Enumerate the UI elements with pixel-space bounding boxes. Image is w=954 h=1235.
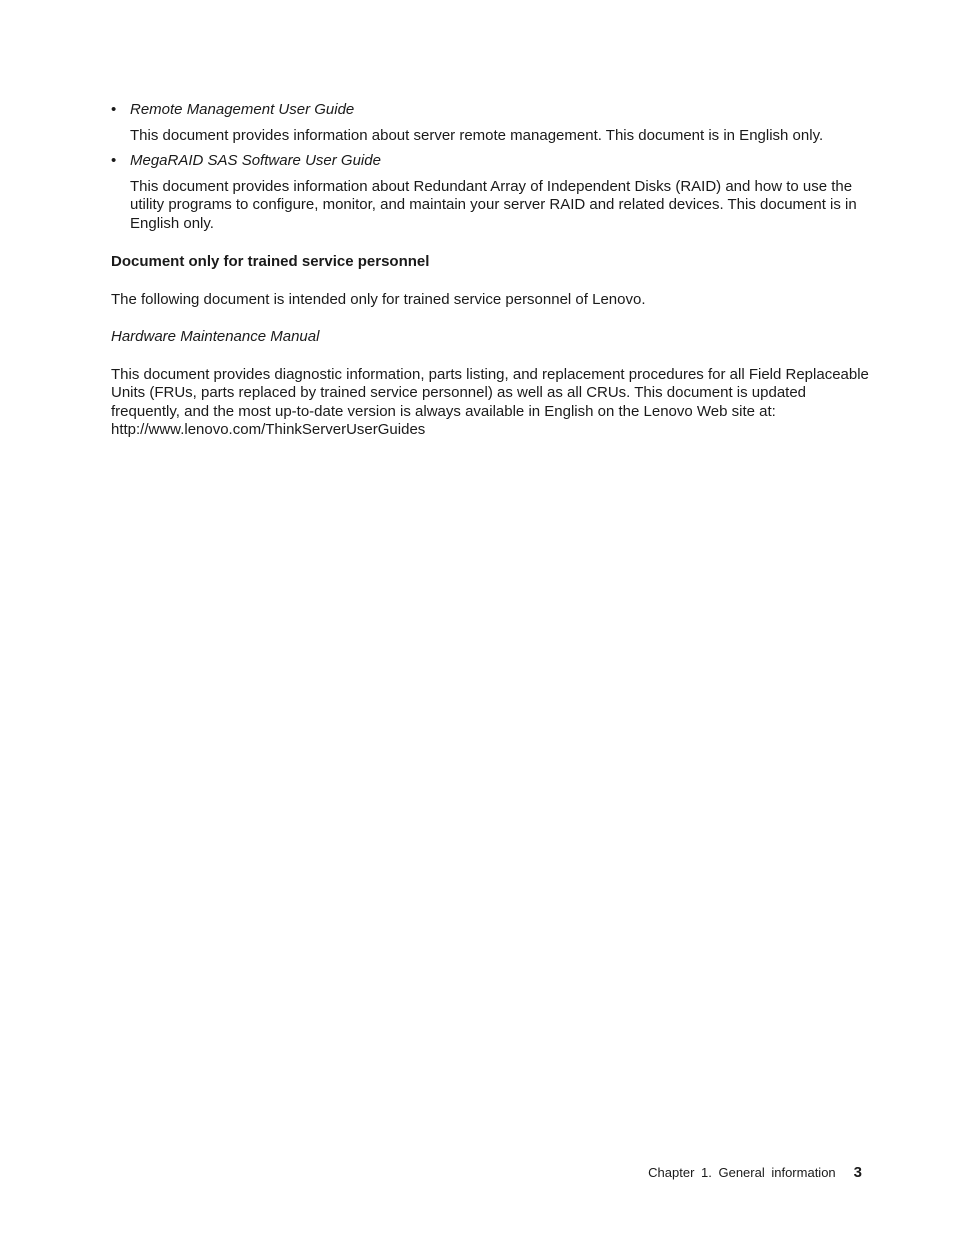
bullet-icon: • xyxy=(111,152,117,169)
list-item-megaraid-guide xyxy=(111,152,871,233)
page-number: 3 xyxy=(853,1164,862,1181)
guide-title: MegaRAID SAS Software User Guide xyxy=(130,152,381,169)
guide-description: This document provides information about Redundant Array of Independent Disks (RAID) and how to use the utility programs to configure, monitor, and maintain your server RAID and related devices. This document is in English only. xyxy=(130,177,857,232)
page-content xyxy=(111,101,871,459)
section-intro: The following document is intended only for trained service personnel of Lenovo. xyxy=(111,290,646,308)
bullet-icon: • xyxy=(111,101,117,118)
page-footer xyxy=(648,1164,862,1181)
guide-title: Remote Management User Guide xyxy=(130,101,355,118)
list-item-remote-management-guide xyxy=(111,101,871,145)
manual-description: This document provides diagnostic information, parts listing, and replacement procedures for all Field Replaceable Units (FRUs, parts replaced by trained service personnel) as well as all CRUs. This document is updated frequently, and the most up-to-date version is always available in English on the Lenovo Web site at: http://www.lenovo.com/ThinkServerUserGuides xyxy=(111,365,869,438)
guide-description: This document provides information about server remote management. This document is in English only. xyxy=(130,126,824,144)
footer-chapter: Chapter 1. General information xyxy=(648,1165,836,1180)
section-heading: Document only for trained service personnel xyxy=(111,253,430,270)
manual-title: Hardware Maintenance Manual xyxy=(111,328,320,345)
